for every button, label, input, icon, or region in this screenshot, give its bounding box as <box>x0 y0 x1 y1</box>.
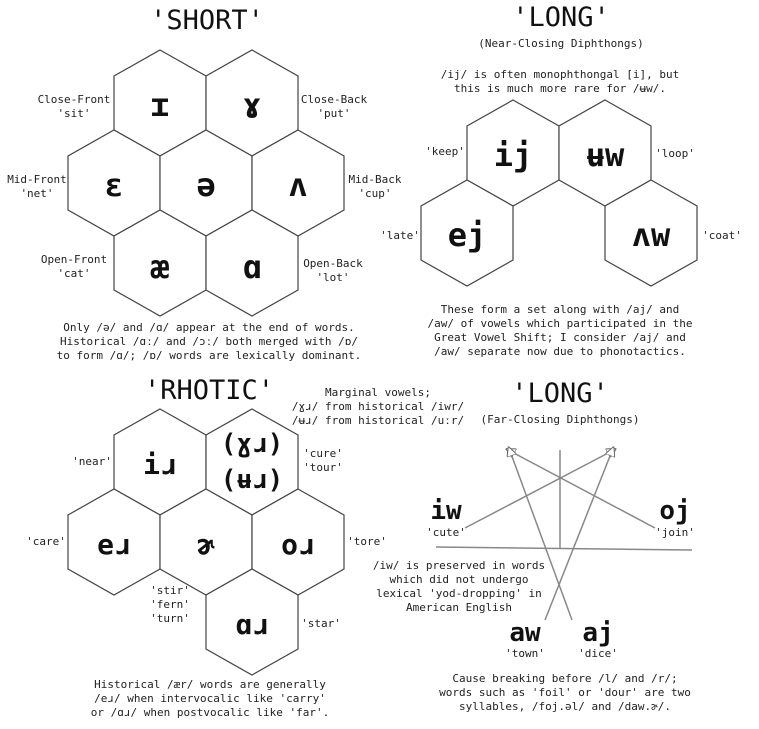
label-cute: 'cute' <box>426 526 466 539</box>
vowel-marginal-1: (ɣɹ) <box>220 429 284 459</box>
vowel-aj: aj <box>582 618 614 648</box>
long-far-subtitle: (Far-Closing Diphthongs) <box>480 413 640 426</box>
vowel-uw: ʉw <box>585 136 625 174</box>
label-join: 'join' <box>655 526 695 539</box>
label-open-back-name: Open-Back <box>303 257 363 270</box>
label-stir: 'stir' <box>150 584 190 597</box>
vowel-ej: ej <box>447 216 487 254</box>
long-near-top-note-2: this is much more rare for /ʉw/. <box>454 82 666 95</box>
vowel-mid-back: ʌ <box>288 166 308 204</box>
rhotic-note-line-3: or /ɑɹ/ when postvocalic like 'far'. <box>90 706 330 719</box>
label-open-front-name: Open-Front <box>40 253 108 266</box>
label-close-back-name: Close-Back <box>300 93 368 106</box>
vowel-close-back: ɤ <box>242 86 262 124</box>
short-panel <box>7 5 402 362</box>
vowel-oj: oj <box>659 496 691 526</box>
rhotic-panel <box>26 375 464 719</box>
label-turn: 'turn' <box>150 612 190 625</box>
long-near-top-note-1: /ij/ is often monophthongal [i], but <box>440 68 680 81</box>
vowel-schwar: ɚ <box>197 528 215 561</box>
long-near-hex-grid <box>421 100 697 286</box>
label-close-front-word: 'sit' <box>57 107 91 120</box>
short-note-line-3: to form /ɑ/; /ɒ/ words are lexically dominant. <box>56 349 362 362</box>
diphthong-baseline <box>436 547 692 550</box>
label-open-front-word: 'cat' <box>57 267 91 280</box>
arrow-iw <box>465 451 612 528</box>
long-far-panel <box>373 378 695 713</box>
long-far-middle-note-3: lexical 'yod-dropping' in <box>376 587 542 600</box>
long-far-note-line-2: words such as 'foil' or 'dour' are two <box>439 686 691 699</box>
vowel-er: eɹ <box>97 528 131 561</box>
vowel-vw: ʌw <box>631 216 671 254</box>
marginal-note-line-1: Marginal vowels; <box>325 386 431 399</box>
vowel-ar: ɑɹ <box>235 608 269 641</box>
label-mid-front-word: 'net' <box>20 187 54 200</box>
short-note-line-2: Historical /ɑː/ and /ɔː/ both merged with /ɒ/ <box>59 335 359 348</box>
long-near-title: 'LONG' <box>512 2 610 33</box>
label-town: 'town' <box>505 647 545 660</box>
vowel-or: oɹ <box>281 528 315 561</box>
long-far-middle-note-1: /iw/ is preserved in words <box>372 559 546 572</box>
long-near-subtitle: (Near-Closing Diphthongs) <box>478 37 644 50</box>
vowel-mid-central: ə <box>196 166 216 204</box>
long-far-note-line-3: syllables, /foj.əl/ and /daw.ɚ/. <box>459 700 671 713</box>
marginal-note-line-3: /ʉɹ/ from historical /uːr/ <box>291 414 465 427</box>
long-near-note-line-2: /aw/ of vowels which participated in the <box>427 317 693 330</box>
label-keep: 'keep' <box>425 145 465 158</box>
label-cure: 'cure' <box>303 447 343 460</box>
label-dice: 'dice' <box>578 647 618 660</box>
label-close-back-word: 'put' <box>317 107 351 120</box>
arrow-oj <box>510 451 655 528</box>
vowel-iw: iw <box>430 496 462 526</box>
long-far-middle-note-2: which did not undergo <box>389 573 529 586</box>
arrow-aw <box>545 451 612 620</box>
label-near: 'near' <box>72 455 112 468</box>
rhotic-note-line-1: Historical /ær/ words are generally <box>94 678 326 691</box>
short-title: 'SHORT' <box>150 5 264 36</box>
rhotic-note-line-2: /eɹ/ when intervocalic like 'carry' <box>94 692 326 705</box>
label-fern: 'fern' <box>150 598 190 611</box>
label-mid-front-name: Mid-Front <box>7 173 67 186</box>
vowel-ij: ij <box>493 136 533 174</box>
long-near-panel <box>380 2 742 358</box>
label-star: 'star' <box>301 617 341 630</box>
label-tore: 'tore' <box>347 535 387 548</box>
short-note-line-1: Only /ə/ and /ɑ/ appear at the end of words. <box>63 321 355 334</box>
label-coat: 'coat' <box>702 229 742 242</box>
label-mid-back-word: 'cup' <box>358 187 392 200</box>
long-far-title: 'LONG' <box>511 378 609 409</box>
vowel-ir: iɹ <box>143 448 177 481</box>
vowel-mid-front: ɛ <box>104 166 124 204</box>
label-tour: 'tour' <box>303 461 343 474</box>
marginal-note-line-2: /ɣɹ/ from historical /iwr/ <box>291 400 465 413</box>
vowel-open-front: æ <box>150 248 170 286</box>
long-near-note-line-3: Great Vowel Shift; I consider /aj/ and <box>434 331 686 344</box>
vowel-aw: aw <box>509 618 541 648</box>
long-near-note-line-4: /aw/ separate now due to phonotactics. <box>434 345 686 358</box>
label-mid-back-name: Mid-Back <box>348 173 402 186</box>
vowel-open-back: ɑ <box>242 248 262 286</box>
long-far-note-line-1: Cause breaking before /l/ and /r/; <box>452 672 678 685</box>
vowel-close-front: ɪ <box>150 86 170 124</box>
label-close-front-name: Close-Front <box>37 93 111 106</box>
label-late: 'late' <box>380 229 420 242</box>
rhotic-title: 'RHOTIC' <box>143 375 275 406</box>
label-loop: 'loop' <box>655 147 695 160</box>
label-open-back-word: 'lot' <box>316 271 350 284</box>
long-far-middle-note-4: American English <box>406 601 512 614</box>
long-near-note-line-1: These form a set along with /aj/ and <box>440 303 680 316</box>
label-care: 'care' <box>26 535 66 548</box>
vowel-marginal-2: (ʉɹ) <box>220 465 284 495</box>
